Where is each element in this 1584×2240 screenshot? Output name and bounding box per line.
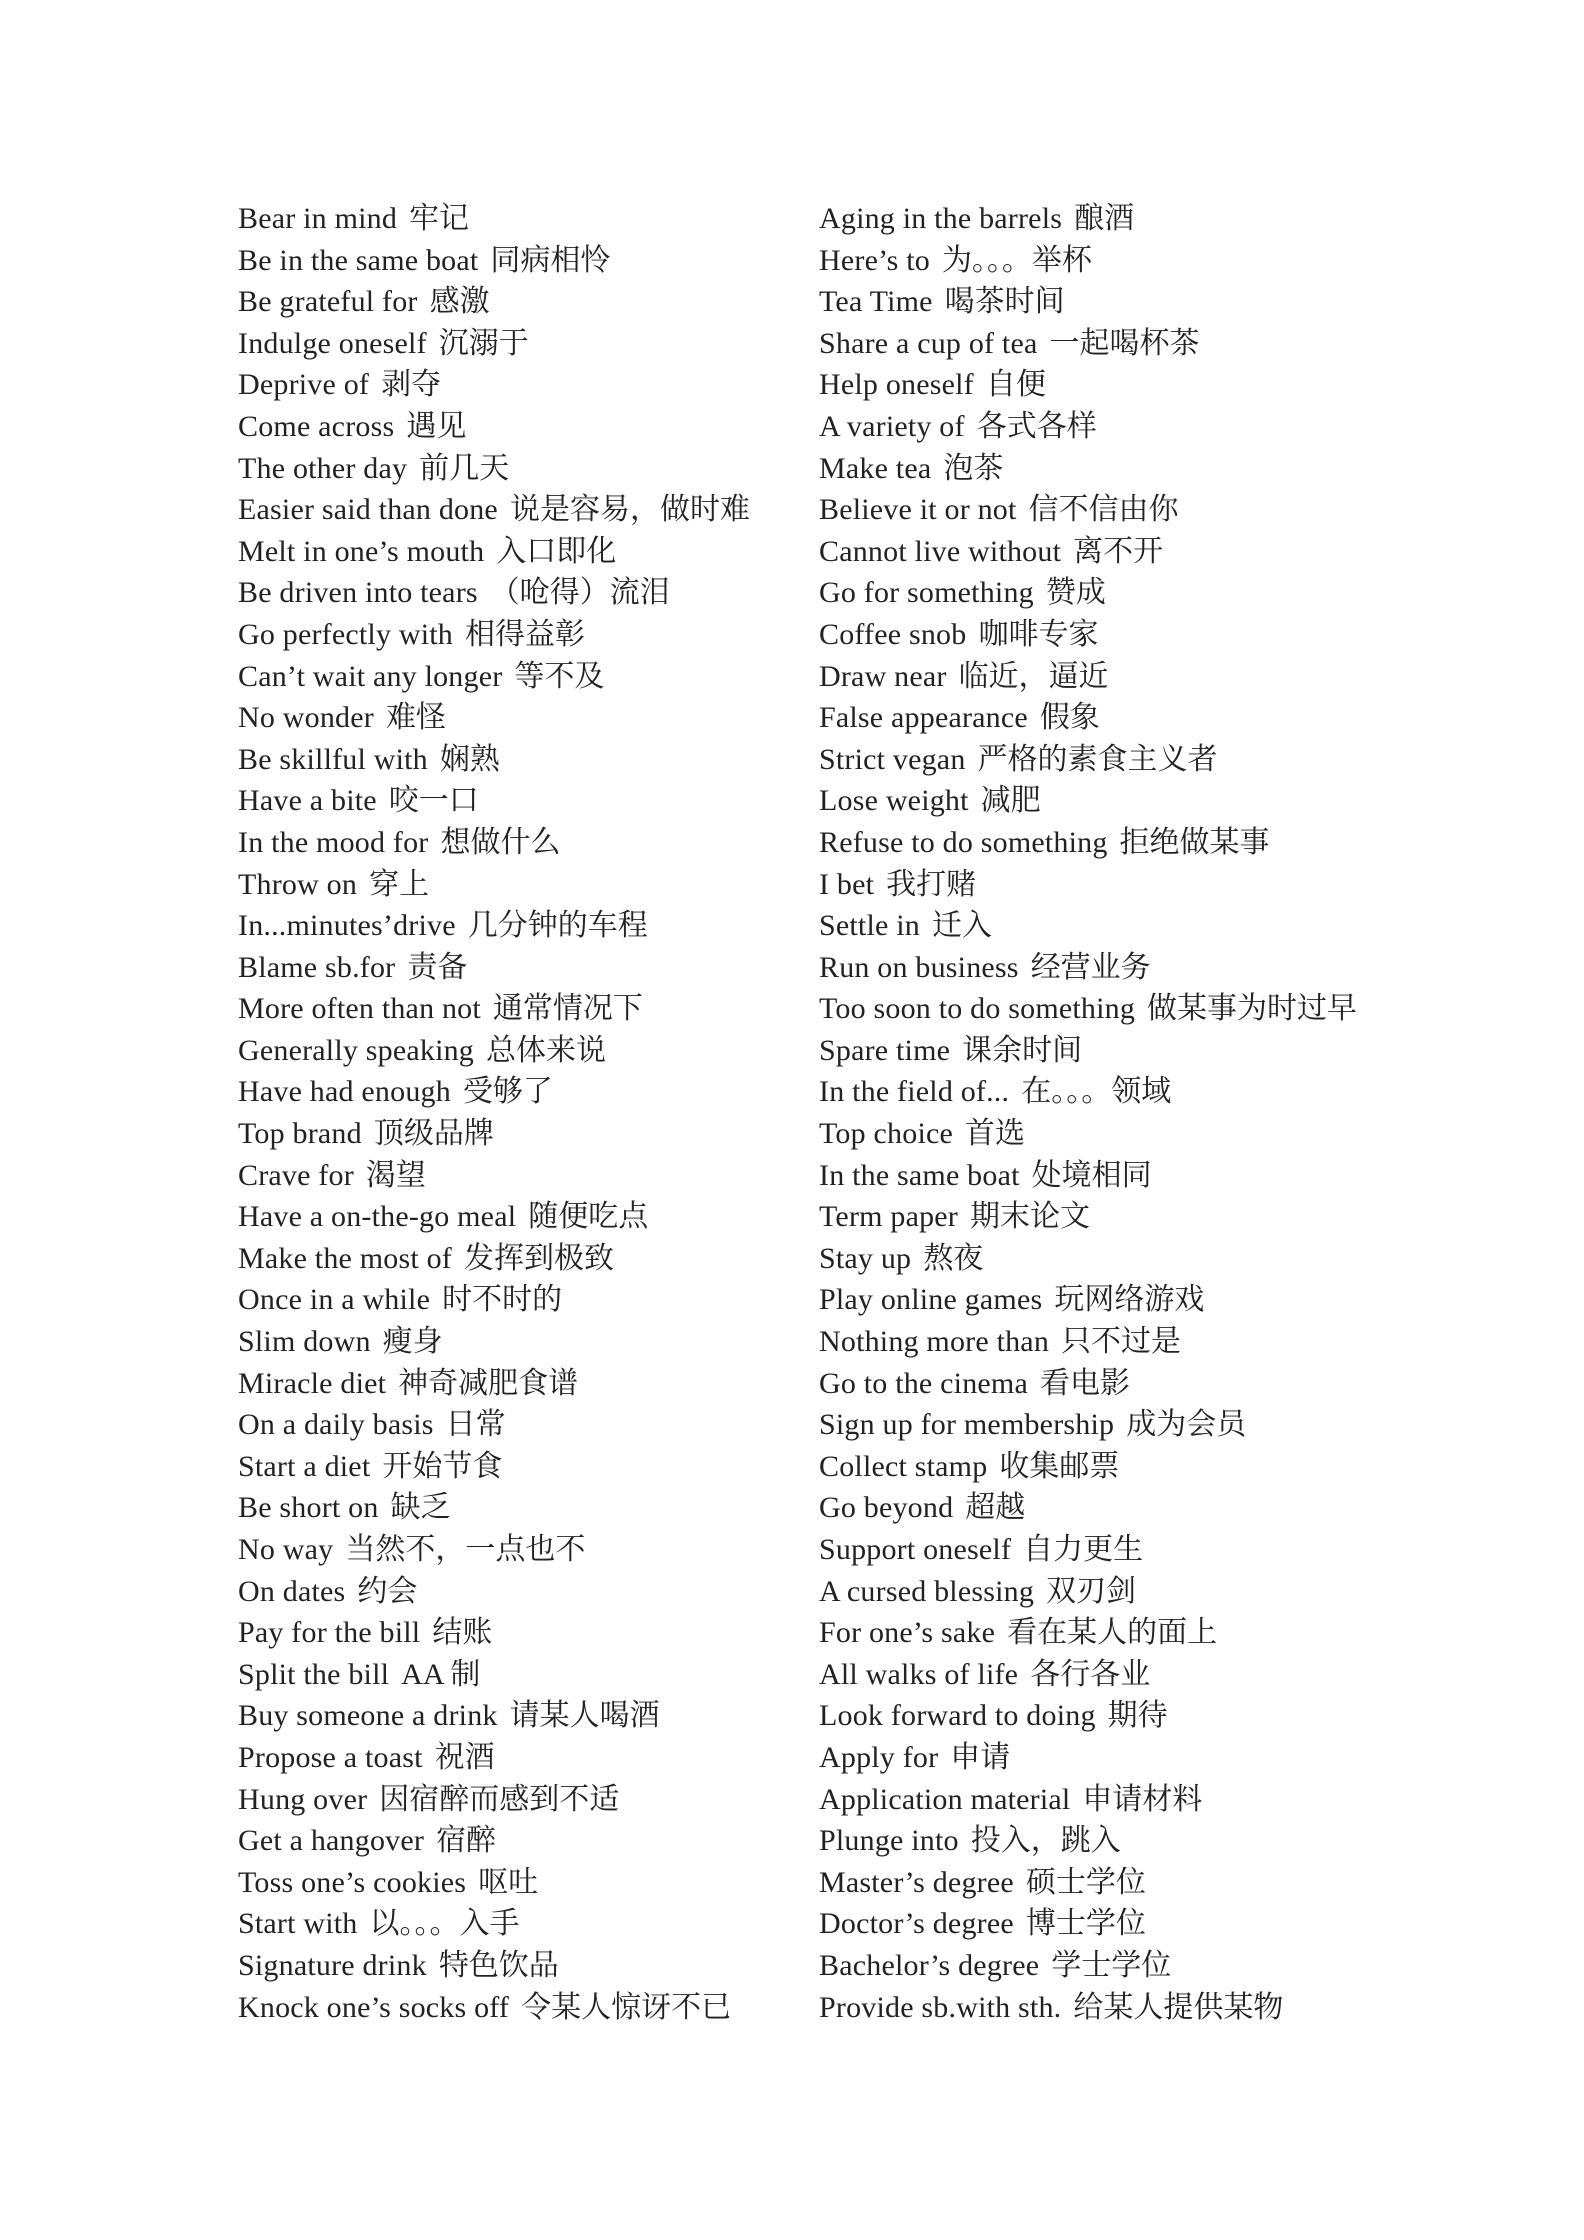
- english-phrase: Share a cup of tea: [819, 326, 1038, 360]
- english-phrase: Have a on-the-go meal: [238, 1200, 517, 1234]
- english-phrase: Once in a while: [238, 1283, 431, 1317]
- vocab-row: [819, 448, 1357, 490]
- chinese-translation: 令某人惊讶不已: [521, 1990, 732, 2024]
- vocab-row: [238, 240, 750, 282]
- vocab-row: [238, 1779, 750, 1821]
- vocab-row: [819, 1030, 1357, 1072]
- english-phrase: Come across: [238, 409, 395, 443]
- vocab-row: [238, 1279, 750, 1321]
- vocab-row: [238, 822, 750, 864]
- vocab-row: [819, 1945, 1357, 1987]
- chinese-translation: 熬夜: [923, 1241, 984, 1275]
- english-phrase: Master’s degree: [819, 1865, 1014, 1899]
- english-phrase: Strict vegan: [819, 742, 966, 776]
- english-phrase: Knock one’s socks off: [238, 1990, 510, 2024]
- vocab-row: [819, 656, 1357, 698]
- chinese-translation: （呛得）流泪: [489, 576, 670, 610]
- chinese-translation: 信不信由你: [1028, 493, 1179, 527]
- chinese-translation: 相得益彰: [465, 617, 585, 651]
- english-phrase: Doctor’s degree: [819, 1907, 1014, 1941]
- chinese-translation: 娴熟: [439, 742, 500, 776]
- vocab-row: [238, 1654, 750, 1696]
- chinese-translation: 想做什么: [440, 825, 561, 859]
- chinese-translation: 成为会员: [1126, 1408, 1247, 1442]
- chinese-translation: 等不及: [514, 659, 605, 693]
- vocab-row: [238, 1446, 750, 1488]
- vocab-row: [238, 697, 750, 739]
- chinese-translation: 牢记: [409, 202, 470, 235]
- english-phrase: Support oneself: [819, 1533, 1012, 1566]
- vocab-row: [819, 822, 1357, 864]
- english-phrase: Draw near: [819, 659, 947, 693]
- chinese-translation: 当然不，一点也不: [345, 1533, 586, 1566]
- english-phrase: Spare time: [819, 1033, 951, 1067]
- english-phrase: A cursed blessing: [819, 1574, 1035, 1608]
- english-phrase: A variety of: [819, 409, 965, 443]
- chinese-translation: 感激: [429, 285, 490, 319]
- chinese-translation: 临近，逼近: [958, 659, 1109, 693]
- chinese-translation: 顶级品牌: [373, 1117, 494, 1151]
- vocab-column-left: [238, 198, 750, 2028]
- chinese-translation: 酿酒: [1074, 202, 1135, 235]
- chinese-translation: 说是容易，做时难: [509, 493, 750, 527]
- english-phrase: Believe it or not: [819, 493, 1017, 527]
- vocab-row: [238, 1529, 750, 1571]
- vocab-row: [819, 1113, 1357, 1155]
- vocab-row: [238, 656, 750, 698]
- vocab-row: [238, 1238, 750, 1280]
- english-phrase: Application material: [819, 1782, 1071, 1816]
- vocab-row: [238, 1113, 750, 1155]
- vocab-row: [819, 988, 1357, 1030]
- english-phrase: Can’t wait any longer: [238, 659, 503, 693]
- vocab-row: [819, 1238, 1357, 1280]
- chinese-translation: 同病相怜: [490, 243, 611, 277]
- english-phrase: Top choice: [819, 1117, 954, 1151]
- chinese-translation: 给某人提供某物: [1073, 1990, 1284, 2024]
- chinese-translation: 拒绝做某事: [1119, 825, 1270, 859]
- vocab-row: [238, 1903, 750, 1945]
- chinese-translation: 看在某人的面上: [1007, 1616, 1218, 1650]
- english-phrase: Nothing more than: [819, 1325, 1050, 1359]
- vocab-row: [819, 1987, 1357, 2029]
- english-phrase: Top brand: [238, 1117, 362, 1151]
- english-phrase: Deprive of: [238, 368, 370, 402]
- english-phrase: Tea Time: [819, 285, 933, 319]
- chinese-translation: 特色饮品: [438, 1948, 559, 1982]
- chinese-translation: 严格的素食主义者: [977, 742, 1218, 776]
- chinese-translation: 结账: [432, 1616, 493, 1650]
- vocab-row: [238, 198, 750, 240]
- chinese-translation: 课余时间: [962, 1033, 1083, 1067]
- chinese-translation: 看电影: [1039, 1366, 1130, 1400]
- chinese-translation: 责备: [407, 950, 468, 984]
- vocab-row: [238, 780, 750, 822]
- vocab-row: [819, 1779, 1357, 1821]
- vocab-row: [238, 614, 750, 656]
- english-phrase: Blame sb.for: [238, 950, 396, 984]
- vocab-row: [819, 1446, 1357, 1488]
- chinese-translation: 我打赌: [886, 867, 977, 901]
- english-phrase: Play online games: [819, 1283, 1043, 1317]
- vocab-row: [819, 739, 1357, 781]
- vocab-row: [819, 281, 1357, 323]
- english-phrase: No way: [238, 1533, 334, 1566]
- chinese-translation: 为。。。举杯: [941, 243, 1092, 277]
- chinese-translation: 沉溺于: [438, 326, 529, 360]
- chinese-translation: 呕吐: [478, 1865, 539, 1899]
- vocab-row: [238, 1030, 750, 1072]
- english-phrase: Indulge oneself: [238, 326, 427, 360]
- vocab-row: [238, 1945, 750, 1987]
- chinese-translation: 遇见: [406, 409, 467, 443]
- english-phrase: More often than not: [238, 992, 481, 1026]
- english-phrase: All walks of life: [819, 1657, 1019, 1691]
- english-phrase: Miracle diet: [238, 1366, 387, 1400]
- english-phrase: Be grateful for: [238, 285, 418, 319]
- english-phrase: The other day: [238, 451, 408, 485]
- chinese-translation: 投入，跳入: [970, 1824, 1121, 1858]
- vocab-row: [238, 905, 750, 947]
- chinese-translation: 咖啡专家: [978, 617, 1099, 651]
- vocab-row: [819, 1903, 1357, 1945]
- chinese-translation: 各式各样: [976, 409, 1097, 443]
- english-phrase: Collect stamp: [819, 1449, 988, 1483]
- english-phrase: No wonder: [238, 701, 374, 735]
- english-phrase: Term paper: [819, 1200, 958, 1234]
- english-phrase: Be skillful with: [238, 742, 428, 776]
- chinese-translation: 申请: [950, 1740, 1011, 1774]
- chinese-translation: 难怪: [385, 701, 446, 735]
- vocab-row: [238, 572, 750, 614]
- english-phrase: Easier said than done: [238, 493, 498, 527]
- chinese-translation: 各行各业: [1030, 1657, 1151, 1691]
- vocab-row: [238, 739, 750, 781]
- chinese-translation: 首选: [965, 1117, 1026, 1151]
- vocab-row: [819, 1820, 1357, 1862]
- vocab-row: [819, 1279, 1357, 1321]
- vocab-row: [819, 572, 1357, 614]
- vocab-row: [238, 1363, 750, 1405]
- english-phrase: Go to the cinema: [819, 1366, 1028, 1400]
- english-phrase: Run on business: [819, 950, 1019, 984]
- chinese-translation: 前几天: [419, 451, 510, 485]
- english-phrase: Signature drink: [238, 1948, 427, 1982]
- vocab-row: [819, 489, 1357, 531]
- english-phrase: Stay up: [819, 1241, 912, 1275]
- vocab-row: [238, 1695, 750, 1737]
- chinese-translation: 渴望: [365, 1158, 426, 1192]
- english-phrase: Go beyond: [819, 1491, 954, 1525]
- chinese-translation: 几分钟的车程: [467, 909, 648, 943]
- vocab-row: [819, 531, 1357, 573]
- chinese-translation: 受够了: [462, 1075, 553, 1109]
- vocab-row: [819, 1612, 1357, 1654]
- vocab-row: [238, 406, 750, 448]
- vocab-row: [819, 1363, 1357, 1405]
- english-phrase: Apply for: [819, 1740, 939, 1774]
- vocab-column-right: [819, 198, 1357, 2028]
- english-phrase: Go for something: [819, 576, 1034, 610]
- chinese-translation: 请某人喝酒: [509, 1699, 660, 1733]
- chinese-translation: 自力更生: [1023, 1533, 1144, 1566]
- english-phrase: Bear in mind: [238, 202, 398, 235]
- english-phrase: In the same boat: [819, 1158, 1020, 1192]
- vocab-row: [819, 614, 1357, 656]
- english-phrase: Too soon to do something: [819, 992, 1136, 1026]
- vocab-row: [238, 281, 750, 323]
- chinese-translation: 自便: [985, 368, 1046, 402]
- vocab-row: [819, 240, 1357, 282]
- vocab-row: [238, 947, 750, 989]
- vocab-row: [819, 864, 1357, 906]
- vocab-row: [819, 364, 1357, 406]
- chinese-translation: 超越: [965, 1491, 1026, 1525]
- vocab-row: [238, 1196, 750, 1238]
- english-phrase: Provide sb.with sth.: [819, 1990, 1062, 2024]
- english-phrase: Melt in one’s mouth: [238, 534, 485, 568]
- english-phrase: Start a diet: [238, 1449, 371, 1483]
- chinese-translation: 祝酒: [434, 1740, 495, 1774]
- english-phrase: On dates: [238, 1574, 346, 1608]
- chinese-translation: 假象: [1039, 701, 1100, 735]
- chinese-translation: 双刃剑: [1046, 1574, 1137, 1608]
- chinese-translation: 穿上: [369, 867, 430, 901]
- chinese-translation: 期末论文: [970, 1200, 1090, 1234]
- english-phrase: Look forward to doing: [819, 1699, 1096, 1733]
- vocab-row: [238, 1487, 750, 1529]
- english-phrase: Aging in the barrels: [819, 202, 1063, 235]
- vocab-row: [819, 1654, 1357, 1696]
- english-phrase: Toss one’s cookies: [238, 1865, 467, 1899]
- chinese-translation: 赞成: [1045, 576, 1106, 610]
- vocab-row: [819, 697, 1357, 739]
- english-phrase: For one’s sake: [819, 1616, 996, 1650]
- chinese-translation: 处境相同: [1031, 1158, 1152, 1192]
- chinese-translation: 约会: [357, 1574, 418, 1608]
- english-phrase: Throw on: [238, 867, 358, 901]
- vocab-row: [819, 1487, 1357, 1529]
- vocab-row: [238, 1071, 750, 1113]
- chinese-translation: 因宿醉而感到不适: [379, 1782, 620, 1816]
- chinese-translation: 只不过是: [1061, 1325, 1182, 1359]
- chinese-translation: 瘦身: [382, 1325, 443, 1359]
- english-phrase: I bet: [819, 867, 875, 901]
- english-phrase: Sign up for membership: [819, 1408, 1115, 1442]
- vocab-row: [819, 905, 1357, 947]
- vocab-row: [819, 1404, 1357, 1446]
- vocab-row: [819, 323, 1357, 365]
- english-phrase: Be in the same boat: [238, 243, 479, 277]
- chinese-translation: 一起喝杯茶: [1049, 326, 1200, 360]
- english-phrase: Pay for the bill: [238, 1616, 421, 1650]
- chinese-translation: 玩网络游戏: [1054, 1283, 1205, 1317]
- chinese-translation: 缺乏: [390, 1491, 451, 1525]
- vocab-row: [819, 780, 1357, 822]
- vocab-row: [238, 1987, 750, 2029]
- english-phrase: Plunge into: [819, 1824, 959, 1858]
- english-phrase: Have had enough: [238, 1075, 451, 1109]
- chinese-translation: 在。。。领域: [1021, 1075, 1172, 1109]
- vocab-row: [819, 1737, 1357, 1779]
- chinese-translation: 入口即化: [496, 534, 617, 568]
- english-phrase: Start with: [238, 1907, 358, 1941]
- vocab-row: [238, 1612, 750, 1654]
- chinese-translation: 剥夺: [381, 368, 442, 402]
- chinese-translation: 学士学位: [1051, 1948, 1172, 1982]
- english-phrase: In...minutes’drive: [238, 909, 456, 943]
- vocab-row: [238, 988, 750, 1030]
- english-phrase: Slim down: [238, 1325, 371, 1359]
- vocab-row: [819, 1321, 1357, 1363]
- vocab-row: [819, 1571, 1357, 1613]
- english-phrase: Make tea: [819, 451, 932, 485]
- english-phrase: Here’s to: [819, 243, 930, 277]
- english-phrase: Go perfectly with: [238, 617, 453, 651]
- vocab-row: [238, 448, 750, 490]
- chinese-translation: 泡茶: [943, 451, 1004, 485]
- vocab-row: [238, 323, 750, 365]
- vocab-row: [819, 1862, 1357, 1904]
- chinese-translation: 神奇减肥食谱: [398, 1366, 579, 1400]
- vocab-row: [238, 1737, 750, 1779]
- english-phrase: Cannot live without: [819, 534, 1062, 568]
- vocab-row: [238, 1321, 750, 1363]
- english-phrase: Buy someone a drink: [238, 1699, 498, 1733]
- english-phrase: In the mood for: [238, 825, 429, 859]
- chinese-translation: 做某事为时过早: [1147, 992, 1358, 1026]
- chinese-translation: 减肥: [980, 784, 1041, 818]
- english-phrase: Be short on: [238, 1491, 379, 1525]
- chinese-translation: 硕士学位: [1025, 1865, 1146, 1899]
- chinese-translation: 随便吃点: [528, 1200, 649, 1234]
- vocab-row: [819, 406, 1357, 448]
- english-phrase: Generally speaking: [238, 1033, 475, 1067]
- chinese-translation: 通常情况下: [492, 992, 643, 1026]
- english-phrase: On a daily basis: [238, 1408, 434, 1442]
- chinese-translation: 迁入: [931, 909, 992, 943]
- chinese-translation: 日常: [445, 1408, 506, 1442]
- chinese-translation: 开始节食: [382, 1449, 503, 1483]
- vocab-row: [819, 947, 1357, 989]
- chinese-translation: 宿醉: [436, 1824, 497, 1858]
- vocab-row: [819, 1529, 1357, 1571]
- chinese-translation: 时不时的: [442, 1283, 563, 1317]
- english-phrase: Coffee snob: [819, 617, 967, 651]
- vocab-row: [238, 1404, 750, 1446]
- english-phrase: Split the bill: [238, 1657, 390, 1691]
- english-phrase: Help oneself: [819, 368, 974, 402]
- vocab-row: [238, 1571, 750, 1613]
- vocab-row: [238, 1820, 750, 1862]
- english-phrase: Bachelor’s degree: [819, 1948, 1040, 1982]
- chinese-translation: 收集邮票: [999, 1449, 1120, 1483]
- english-phrase: In the field of...: [819, 1075, 1010, 1109]
- vocab-row: [819, 1155, 1357, 1197]
- vocab-row: [238, 364, 750, 406]
- chinese-translation: 喝茶时间: [944, 285, 1065, 319]
- vocab-row: [238, 489, 750, 531]
- vocab-row: [238, 531, 750, 573]
- vocab-row: [238, 1862, 750, 1904]
- english-phrase: Lose weight: [819, 784, 969, 818]
- english-phrase: Refuse to do something: [819, 825, 1108, 859]
- chinese-translation: 博士学位: [1025, 1907, 1146, 1941]
- english-phrase: Make the most of: [238, 1241, 452, 1275]
- english-phrase: Hung over: [238, 1782, 368, 1816]
- chinese-translation: 期待: [1107, 1699, 1168, 1733]
- english-phrase: Propose a toast: [238, 1740, 423, 1774]
- english-phrase: False appearance: [819, 701, 1028, 735]
- chinese-translation: 咬一口: [388, 784, 479, 818]
- vocab-row: [238, 864, 750, 906]
- english-phrase: Crave for: [238, 1158, 354, 1192]
- english-phrase: Have a bite: [238, 784, 377, 818]
- chinese-translation: 申请材料: [1082, 1782, 1203, 1816]
- vocab-row: [238, 1155, 750, 1197]
- vocab-row: [819, 198, 1357, 240]
- chinese-translation: 以。。。入手: [369, 1907, 520, 1941]
- english-phrase: Settle in: [819, 909, 920, 943]
- english-phrase: Be driven into tears: [238, 576, 478, 610]
- vocab-row: [819, 1071, 1357, 1113]
- vocab-row: [819, 1196, 1357, 1238]
- chinese-translation: AA 制: [401, 1657, 481, 1691]
- vocab-row: [819, 1695, 1357, 1737]
- chinese-translation: 发挥到极致: [464, 1241, 614, 1275]
- chinese-translation: 经营业务: [1030, 950, 1151, 984]
- english-phrase: Get a hangover: [238, 1824, 425, 1858]
- chinese-translation: 离不开: [1073, 534, 1164, 568]
- chinese-translation: 总体来说: [486, 1033, 607, 1067]
